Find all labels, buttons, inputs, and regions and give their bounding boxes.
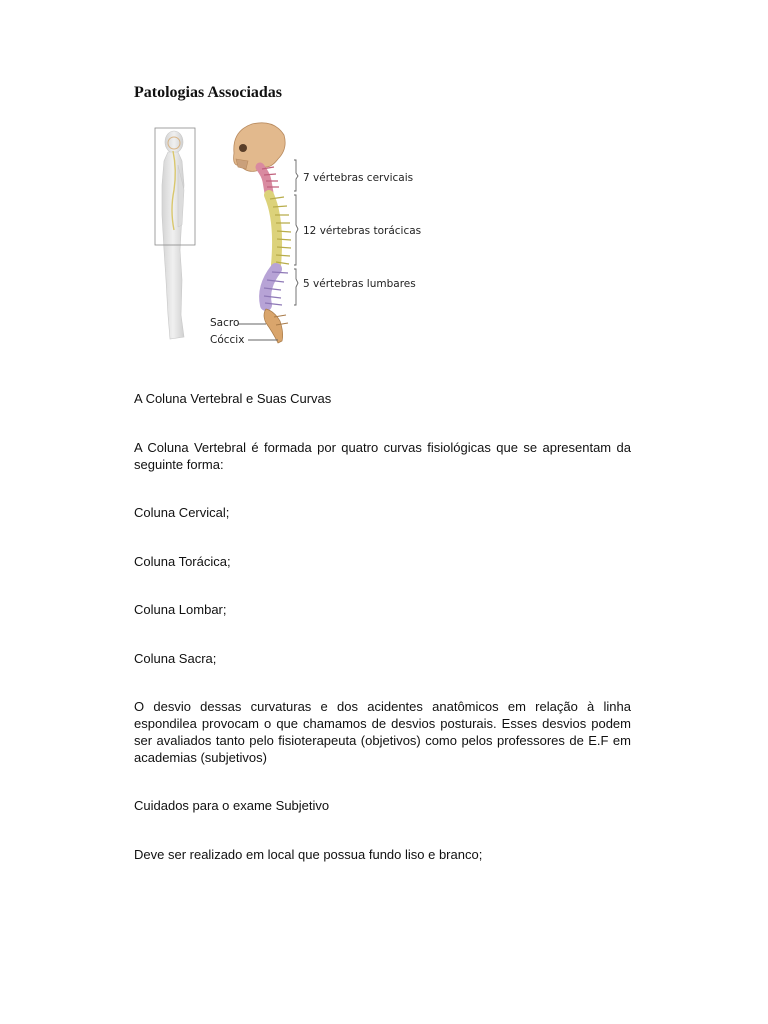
label-sacrum: Sacro [210,317,240,329]
cervical-vertebrae [260,167,279,193]
page-heading: Patologias Associadas [134,84,283,101]
sacrum-coccyx [264,309,288,343]
paragraph-fundo: Deve ser realizado em local que possua fundo liso e branco; [134,847,483,862]
label-thoracic: 12 vértebras torácicas [303,225,422,237]
section-title-cuidados: Cuidados para o exame Subjetivo [134,798,330,813]
spine-anatomy-figure [148,115,428,355]
human-figure [155,128,195,339]
thoracic-vertebrae [269,195,291,265]
list-item-lombar: Coluna Lombar; [134,602,227,617]
spine-illustration [148,115,428,355]
paragraph-desvios: O desvio dessas curvaturas e dos acidentes anatômicos em relação à linha espondilea provocam o que chamamos de desvios posturais. Esses desvios podem ser avaliados tanto pelo fisioterapeuta (objetivos) como pelos professores de E.F em academias (subjetivos) [134,699,631,765]
list-item-sacra: Coluna Sacra; [134,651,217,666]
section-title-curvas: A Coluna Vertebral e Suas Curvas [134,391,332,406]
list-item-toracica: Coluna Torácica; [134,554,231,569]
label-cervical: 7 vértebras cervicais [303,172,414,184]
list-item-cervical: Coluna Cervical; [134,505,230,520]
lumbar-vertebrae [264,269,288,305]
label-coccyx: Cóccix [210,334,245,346]
paragraph-curvas-intro: A Coluna Vertebral é formada por quatro curvas fisiológicas que se apresentam da seguinte forma: [134,440,631,472]
label-lumbar: 5 vértebras lumbares [303,278,416,290]
